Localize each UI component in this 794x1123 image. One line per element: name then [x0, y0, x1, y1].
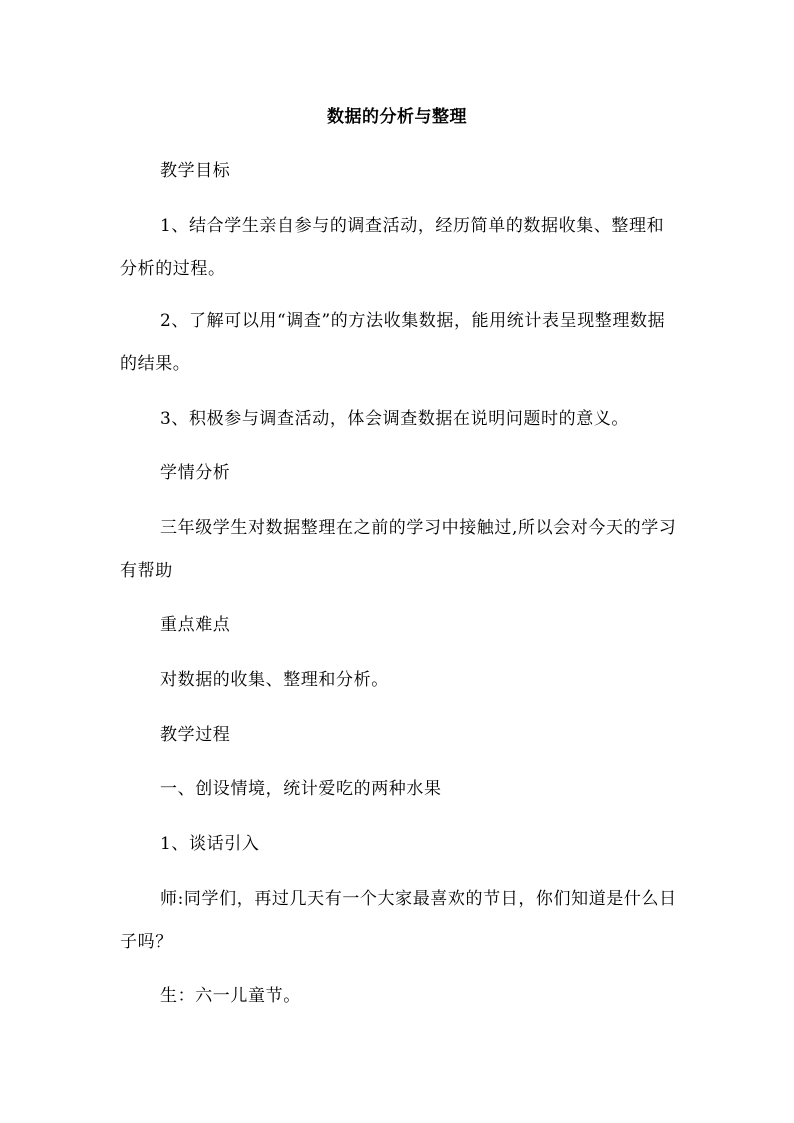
student-line: 生：六一儿童节。	[160, 986, 301, 1006]
goal-item-1: 1、结合学生亲自参与的调查活动，经历简单的数据收集、整理和分析的过程。	[120, 216, 665, 279]
teacher-line: 师:同学们，再过几天有一个大家最喜欢的节日，你们知道是什么日子吗？	[120, 889, 677, 952]
heading-learner-analysis: 学情分析	[160, 463, 231, 483]
heading-teaching-process: 教学过程	[160, 725, 231, 745]
step-1-heading: 1、谈话引入	[160, 834, 260, 854]
document-title: 数据的分析与整理	[327, 107, 467, 127]
key-points-text: 对数据的收集、整理和分析。	[160, 670, 389, 690]
learner-analysis-text: 三年级学生对数据整理在之前的学习中接触过,所以会对今天的学习有帮助	[120, 518, 677, 581]
heading-teaching-goals: 教学目标	[160, 161, 231, 181]
goal-item-2: 2、了解可以用“调查”的方法收集数据，能用统计表呈现整理数据的结果。	[120, 311, 666, 374]
section-1-heading: 一、创设情境，统计爱吃的两种水果	[160, 779, 442, 799]
heading-key-points: 重点难点	[160, 615, 231, 635]
goal-item-3: 3、积极参与调查活动，体会调查数据在说明问题时的意义。	[160, 409, 630, 429]
